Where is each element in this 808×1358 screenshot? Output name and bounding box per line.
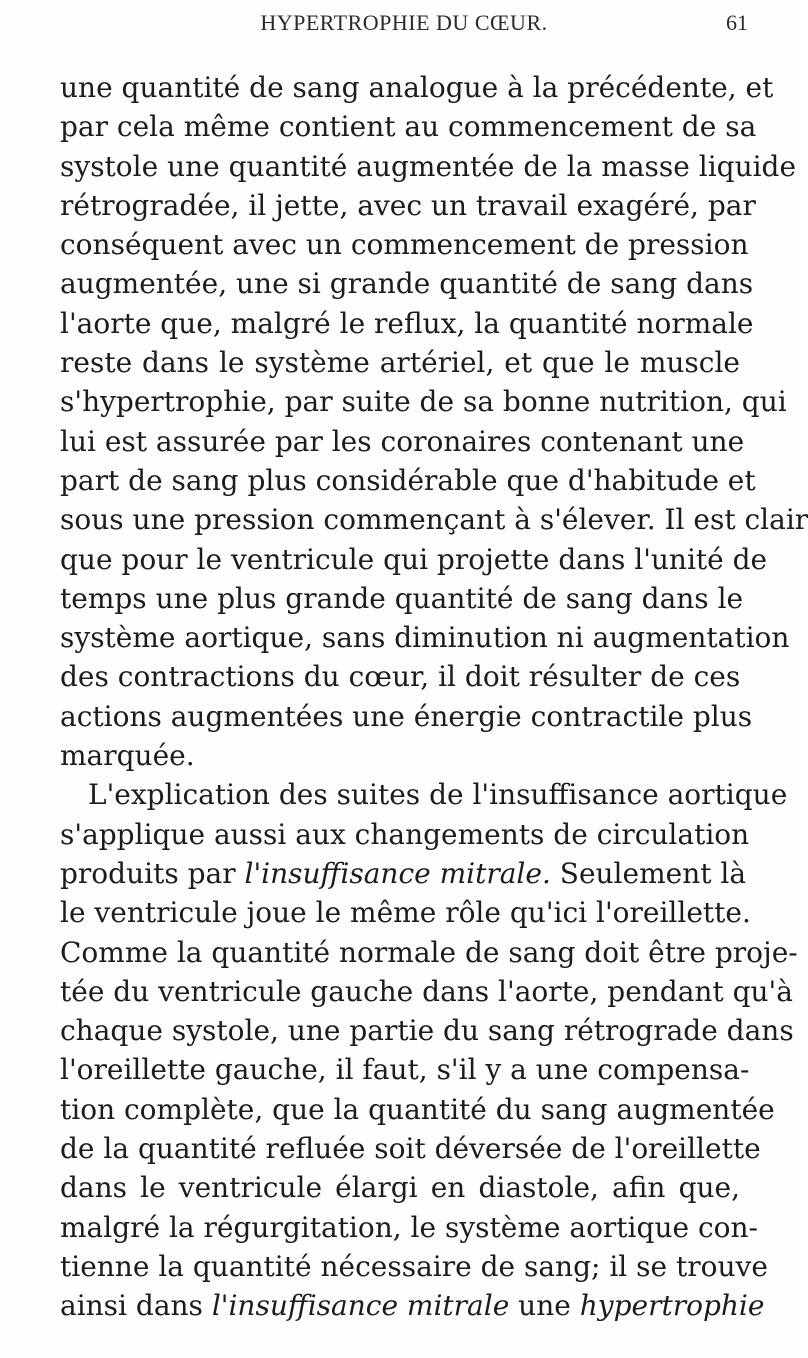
text-run: une (509, 1289, 580, 1323)
text-line: tienne la quantité nécessaire de sang; il se trouve (60, 1249, 768, 1283)
text-line-mixed (60, 1286, 765, 1325)
text-line: dans le ventricule élargi en diastole, afin que, (60, 1171, 740, 1205)
text-line: part de sang plus considérable que d'habitude et (60, 463, 756, 497)
text-line: de la quantité refluée soit déversée de l'oreillette (60, 1132, 761, 1166)
italic-run: hypertrophie (579, 1289, 765, 1323)
text-line: reste dans le système artériel, et que le muscle (60, 346, 740, 380)
text-run: Seulement là (550, 856, 747, 890)
text-line: sous une pression commençant à s'élever. Il est clair (60, 503, 808, 537)
text-line: l'aorte que, malgré le reflux, la quantité normale (60, 306, 754, 340)
text-run: produits par (60, 856, 245, 890)
text-line: des contractions du cœur, il doit résulter de ces (60, 660, 741, 694)
text-line: systole une quantité augmentée de la masse liquide (60, 149, 797, 183)
page-number: 61 (726, 10, 748, 35)
text-line: l'oreillette gauche, il faut, s'il y a une compensa- (60, 1053, 750, 1087)
text-line: malgré la régurgitation, le système aortique con- (60, 1210, 758, 1244)
text-line: tée du ventricule gauche dans l'aorte, pendant qu'à (60, 974, 793, 1008)
body-text (60, 68, 808, 1326)
running-head (60, 4, 748, 50)
text-line: L'explication des suites de l'insuffisance aortique (88, 778, 788, 812)
text-line: actions augmentées une énergie contractile plus (60, 699, 753, 733)
text-line: une quantité de sang analogue à la précédente, et (60, 71, 774, 104)
text-line: s'applique aussi aux changements de circulation (60, 817, 750, 851)
text-line: par cela même contient au commencement de sa (60, 110, 757, 144)
text-line: lui est assurée par les coronaires contenant une (60, 424, 745, 458)
text-run: ainsi dans (60, 1289, 212, 1323)
text-line: Comme la quantité normale de sang doit être proje- (60, 935, 798, 969)
text-line: rétrogradée, il jette, avec un travail exagéré, par (60, 188, 756, 222)
text-line: chaque systole, une partie du sang rétrograde dans (60, 1014, 794, 1048)
text-line: système aortique, sans diminution ni augmentation (60, 621, 790, 655)
text-line: s'hypertrophie, par suite de sa bonne nutrition, qui (60, 385, 787, 419)
text-line: que pour le ventricule qui projette dans l'unité de (60, 542, 768, 576)
text-line: conséquent avec un commencement de pression (60, 228, 749, 262)
text-line: tion complète, que la quantité du sang augmentée (60, 1092, 775, 1126)
text-line: le ventricule joue le même rôle qu'ici l'oreillette. (60, 896, 751, 930)
italic-run: l'insuffisance mitrale. (244, 856, 551, 890)
text-line-mixed (60, 854, 747, 893)
text-line: marquée. (60, 739, 195, 773)
italic-run: l'insuffisance mitrale (211, 1289, 510, 1323)
running-title: HYPERTROPHIE DU CŒUR. (260, 10, 548, 35)
text-line: augmentée, une si grande quantité de sang dans (60, 267, 754, 301)
text-line: temps une plus grande quantité de sang dans le (60, 581, 744, 615)
